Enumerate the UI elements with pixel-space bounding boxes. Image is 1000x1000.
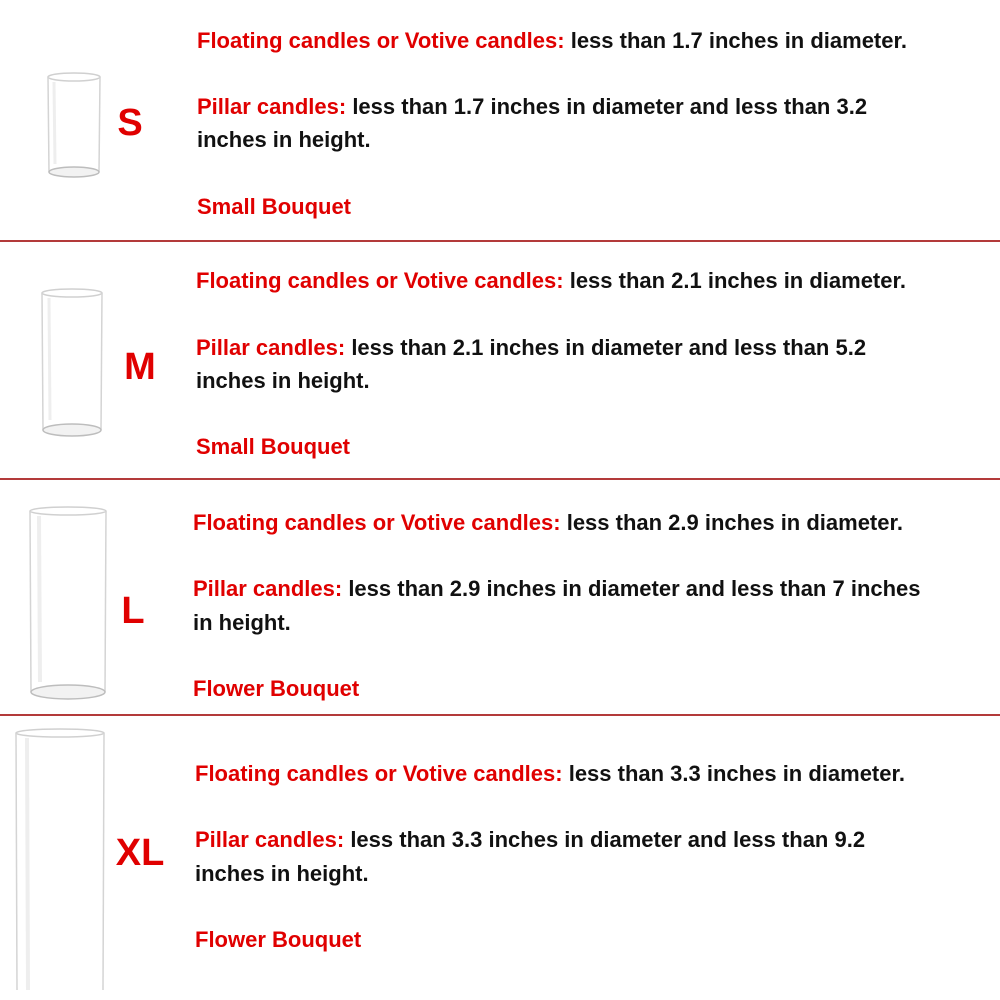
pillar-candles-line-2: inches in height. bbox=[196, 368, 370, 393]
floating-candles-text: less than 2.9 inches in diameter. bbox=[566, 510, 903, 535]
size-label: S bbox=[117, 102, 143, 144]
floating-candles-label: Floating candles or Votive candles: bbox=[197, 28, 565, 53]
bouquet-label: Flower Bouquet bbox=[195, 927, 362, 952]
size-label: XL bbox=[115, 832, 165, 874]
pillar-candles-line-2: in height. bbox=[193, 610, 291, 635]
pillar-candles-line bbox=[197, 90, 867, 124]
floating-candles-line bbox=[195, 757, 905, 791]
floating-candles-text: less than 1.7 inches in diameter. bbox=[570, 28, 907, 53]
glass-vase-large-icon bbox=[28, 506, 108, 702]
pillar-candles-label: Pillar candles: bbox=[196, 335, 346, 360]
size-label: L bbox=[121, 590, 145, 632]
pillar-candles-label: Pillar candles: bbox=[195, 827, 345, 852]
bouquet-label: Flower Bouquet bbox=[193, 676, 360, 701]
floating-candles-text: less than 3.3 inches in diameter. bbox=[568, 761, 905, 786]
pillar-candles-label: Pillar candles: bbox=[193, 576, 343, 601]
size-row-l bbox=[0, 480, 1000, 714]
size-row-s bbox=[0, 0, 1000, 240]
floating-candles-label: Floating candles or Votive candles: bbox=[196, 268, 564, 293]
pillar-candles-line-2: inches in height. bbox=[195, 861, 369, 886]
floating-candles-label: Floating candles or Votive candles: bbox=[195, 761, 563, 786]
bouquet-label: Small Bouquet bbox=[196, 434, 351, 459]
pillar-candles-label: Pillar candles: bbox=[197, 94, 347, 119]
pillar-candles-text: less than 2.1 inches in diameter and less than 5.2 bbox=[351, 335, 867, 360]
pillar-candles-line-2: inches in height. bbox=[197, 127, 371, 152]
pillar-candles-line bbox=[193, 572, 921, 606]
size-label: M bbox=[124, 346, 156, 388]
glass-vase-xlarge-icon bbox=[14, 728, 106, 996]
pillar-candles-text: less than 2.9 inches in diameter and less than 7 inches bbox=[348, 576, 921, 601]
glass-vase-small-icon bbox=[46, 72, 102, 180]
floating-candles-text: less than 2.1 inches in diameter. bbox=[569, 268, 906, 293]
floating-candles-line bbox=[193, 506, 903, 540]
floating-candles-label: Floating candles or Votive candles: bbox=[193, 510, 561, 535]
pillar-candles-line bbox=[196, 331, 866, 365]
pillar-candles-line bbox=[195, 823, 865, 857]
floating-candles-line bbox=[196, 264, 906, 298]
size-row-xl bbox=[0, 716, 1000, 1000]
size-row-m bbox=[0, 242, 1000, 478]
floating-candles-line bbox=[197, 24, 907, 58]
glass-vase-medium-icon bbox=[40, 288, 104, 438]
bouquet-label: Small Bouquet bbox=[197, 194, 352, 219]
pillar-candles-text: less than 3.3 inches in diameter and less than 9.2 bbox=[350, 827, 866, 852]
pillar-candles-text: less than 1.7 inches in diameter and less than 3.2 bbox=[352, 94, 868, 119]
